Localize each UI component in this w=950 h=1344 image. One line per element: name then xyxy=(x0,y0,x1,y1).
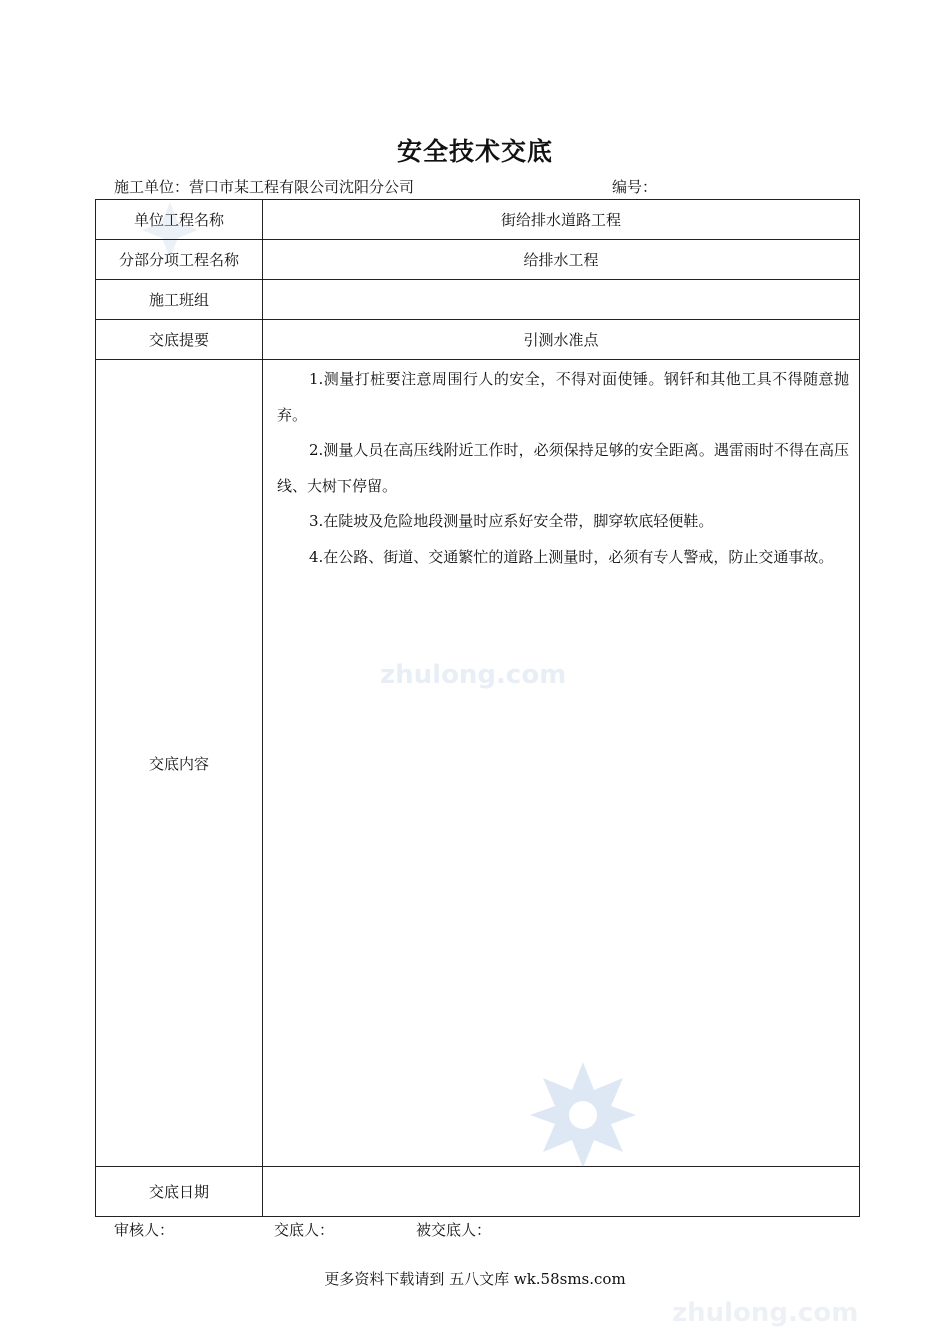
sub-project-value: 给排水工程 xyxy=(263,240,860,280)
table-row xyxy=(96,1167,860,1217)
sub-project-label: 分部分项工程名称 xyxy=(96,240,263,280)
watermark-center: zhulong.com xyxy=(380,660,567,690)
number-label: 编号： xyxy=(612,178,658,196)
watermark-bottom: zhulong.com xyxy=(672,1298,859,1328)
watermark-snowflake-icon xyxy=(528,1060,638,1174)
discloser-label: 交底人： xyxy=(274,1221,335,1239)
header-line xyxy=(114,176,658,197)
reviewer-label: 审核人： xyxy=(114,1221,175,1239)
content-cell xyxy=(263,360,860,1167)
page-title: 安全技术交底 xyxy=(396,137,553,166)
table-row xyxy=(96,240,860,280)
summary-label: 交底提要 xyxy=(96,320,263,360)
team-label: 施工班组 xyxy=(96,280,263,320)
footer-download-link[interactable]: 更多资料下载请到 五八文库 wk.58sms.com xyxy=(324,1270,626,1288)
table-row xyxy=(96,280,860,320)
content-paragraph: 2.测量人员在高压线附近工作时，必须保持足够的安全距离。遇雷雨时不得在高压线、大树下停留。 xyxy=(277,441,849,495)
date-value xyxy=(263,1167,860,1217)
summary-value: 引测水准点 xyxy=(263,320,860,360)
receiver-label: 被交底人： xyxy=(416,1221,492,1239)
disclosure-table xyxy=(95,199,860,1217)
construction-unit: 施工单位：营口市某工程有限公司沈阳分公司 xyxy=(114,178,415,196)
content-paragraph: 4.在公路、街道、交通繁忙的道路上测量时，必须有专人警戒，防止交通事故。 xyxy=(309,547,834,566)
team-value xyxy=(263,280,860,320)
table-row xyxy=(96,320,860,360)
table-row xyxy=(96,200,860,240)
project-name-label: 单位工程名称 xyxy=(96,200,263,240)
content-paragraph: 3.在陡坡及危险地段测量时应系好安全带，脚穿软底轻便鞋。 xyxy=(309,512,714,530)
project-name-value: 街给排水道路工程 xyxy=(263,200,860,240)
content-body xyxy=(263,360,859,575)
table-row xyxy=(96,360,860,1167)
date-label: 交底日期 xyxy=(96,1167,263,1217)
content-label: 交底内容 xyxy=(96,360,263,1167)
content-paragraph: 1.测量打桩要注意周围行人的安全，不得对面使锤。钢钎和其他工具不得随意抛弃。 xyxy=(277,370,849,424)
